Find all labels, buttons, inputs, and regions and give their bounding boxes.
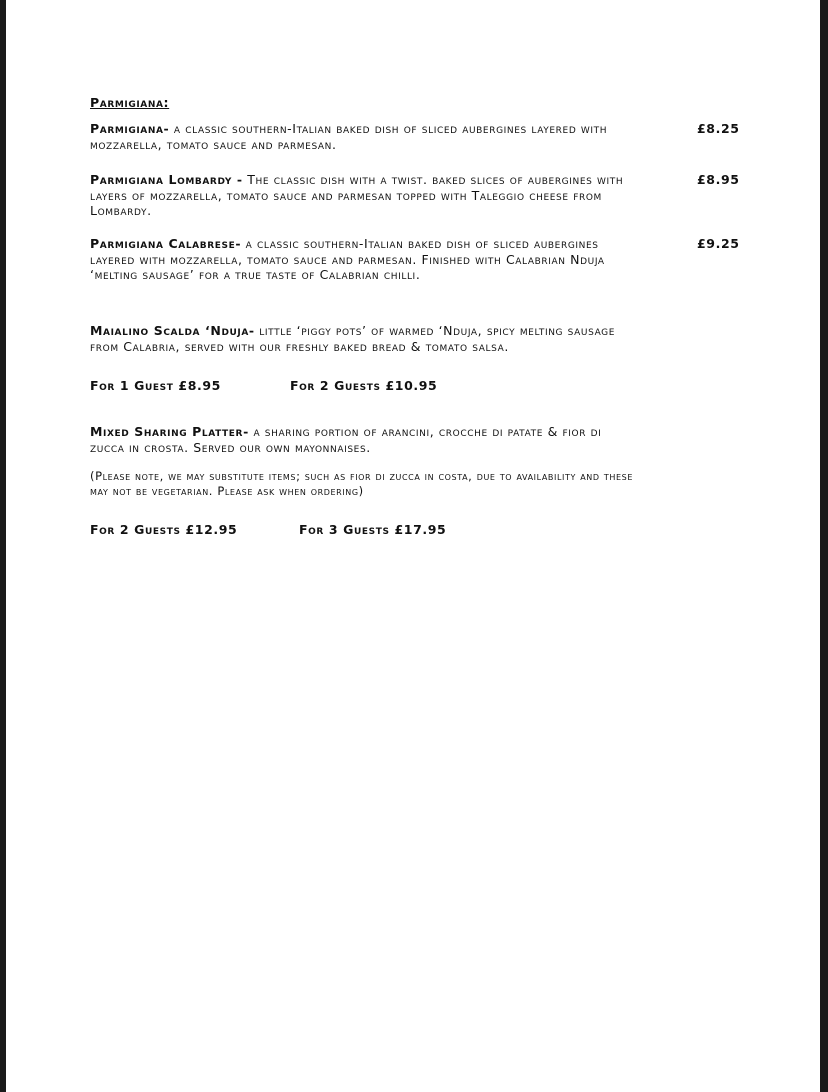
guest-option: For 2 Guests £10.95 — [290, 378, 438, 393]
item-price: £8.95 — [697, 172, 740, 187]
guest-option: For 2 Guests £12.95 — [90, 522, 238, 537]
section-heading: Parmigiana: — [90, 95, 170, 110]
guest-option: For 3 Guests £17.95 — [299, 522, 447, 537]
item-name: Maialino Scalda ‘Nduja- — [90, 323, 255, 338]
substitution-note: (Please note, we may substitute items; such as fior di zucca in costa, due to availability and these may not be vegetarian. Please ask when ordering) — [90, 469, 633, 498]
menu-item-maialino-scalda-nduja — [90, 323, 635, 354]
menu-item-parmigiana — [90, 121, 635, 152]
item-price: £9.25 — [697, 236, 740, 251]
item-description: a sharing portion of arancini, crocche di patate & fior di zucca in crosta. Served our own mayonnaises. — [90, 424, 602, 455]
menu-page — [6, 0, 820, 1092]
menu-item-parmigiana-calabrese — [90, 236, 635, 283]
menu-item-parmigiana-lombardy — [90, 172, 635, 219]
item-name: Parmigiana- — [90, 121, 170, 136]
item-name: Parmigiana Calabrese- — [90, 236, 242, 251]
item-description: The classic dish with a twist. baked slices of aubergines with layers of mozzarella, tomato sauce and parmesan topped with Taleggio cheese from Lombardy. — [90, 172, 624, 218]
item-name: Mixed Sharing Platter- — [90, 424, 249, 439]
guest-option: For 1 Guest £8.95 — [90, 378, 221, 393]
item-description: a classic southern-Italian baked dish of sliced aubergines layered with mozzarella, tomato sauce and parmesan. — [90, 121, 608, 152]
menu-item-mixed-sharing-platter — [90, 424, 635, 455]
item-description: a classic southern-Italian baked dish of sliced aubergines layered with mozzarella, tomato sauce and parmesan. Finished with Calabrian Nduja ‘melting sausage’ for a true taste of Calabrian chilli. — [90, 236, 605, 282]
item-name: Parmigiana Lombardy - — [90, 172, 243, 187]
item-description: little ‘piggy pots’ of warmed ‘Nduja, spicy melting sausage from Calabria, served with our freshly baked bread & tomato salsa. — [90, 323, 616, 354]
item-price: £8.25 — [697, 121, 740, 136]
